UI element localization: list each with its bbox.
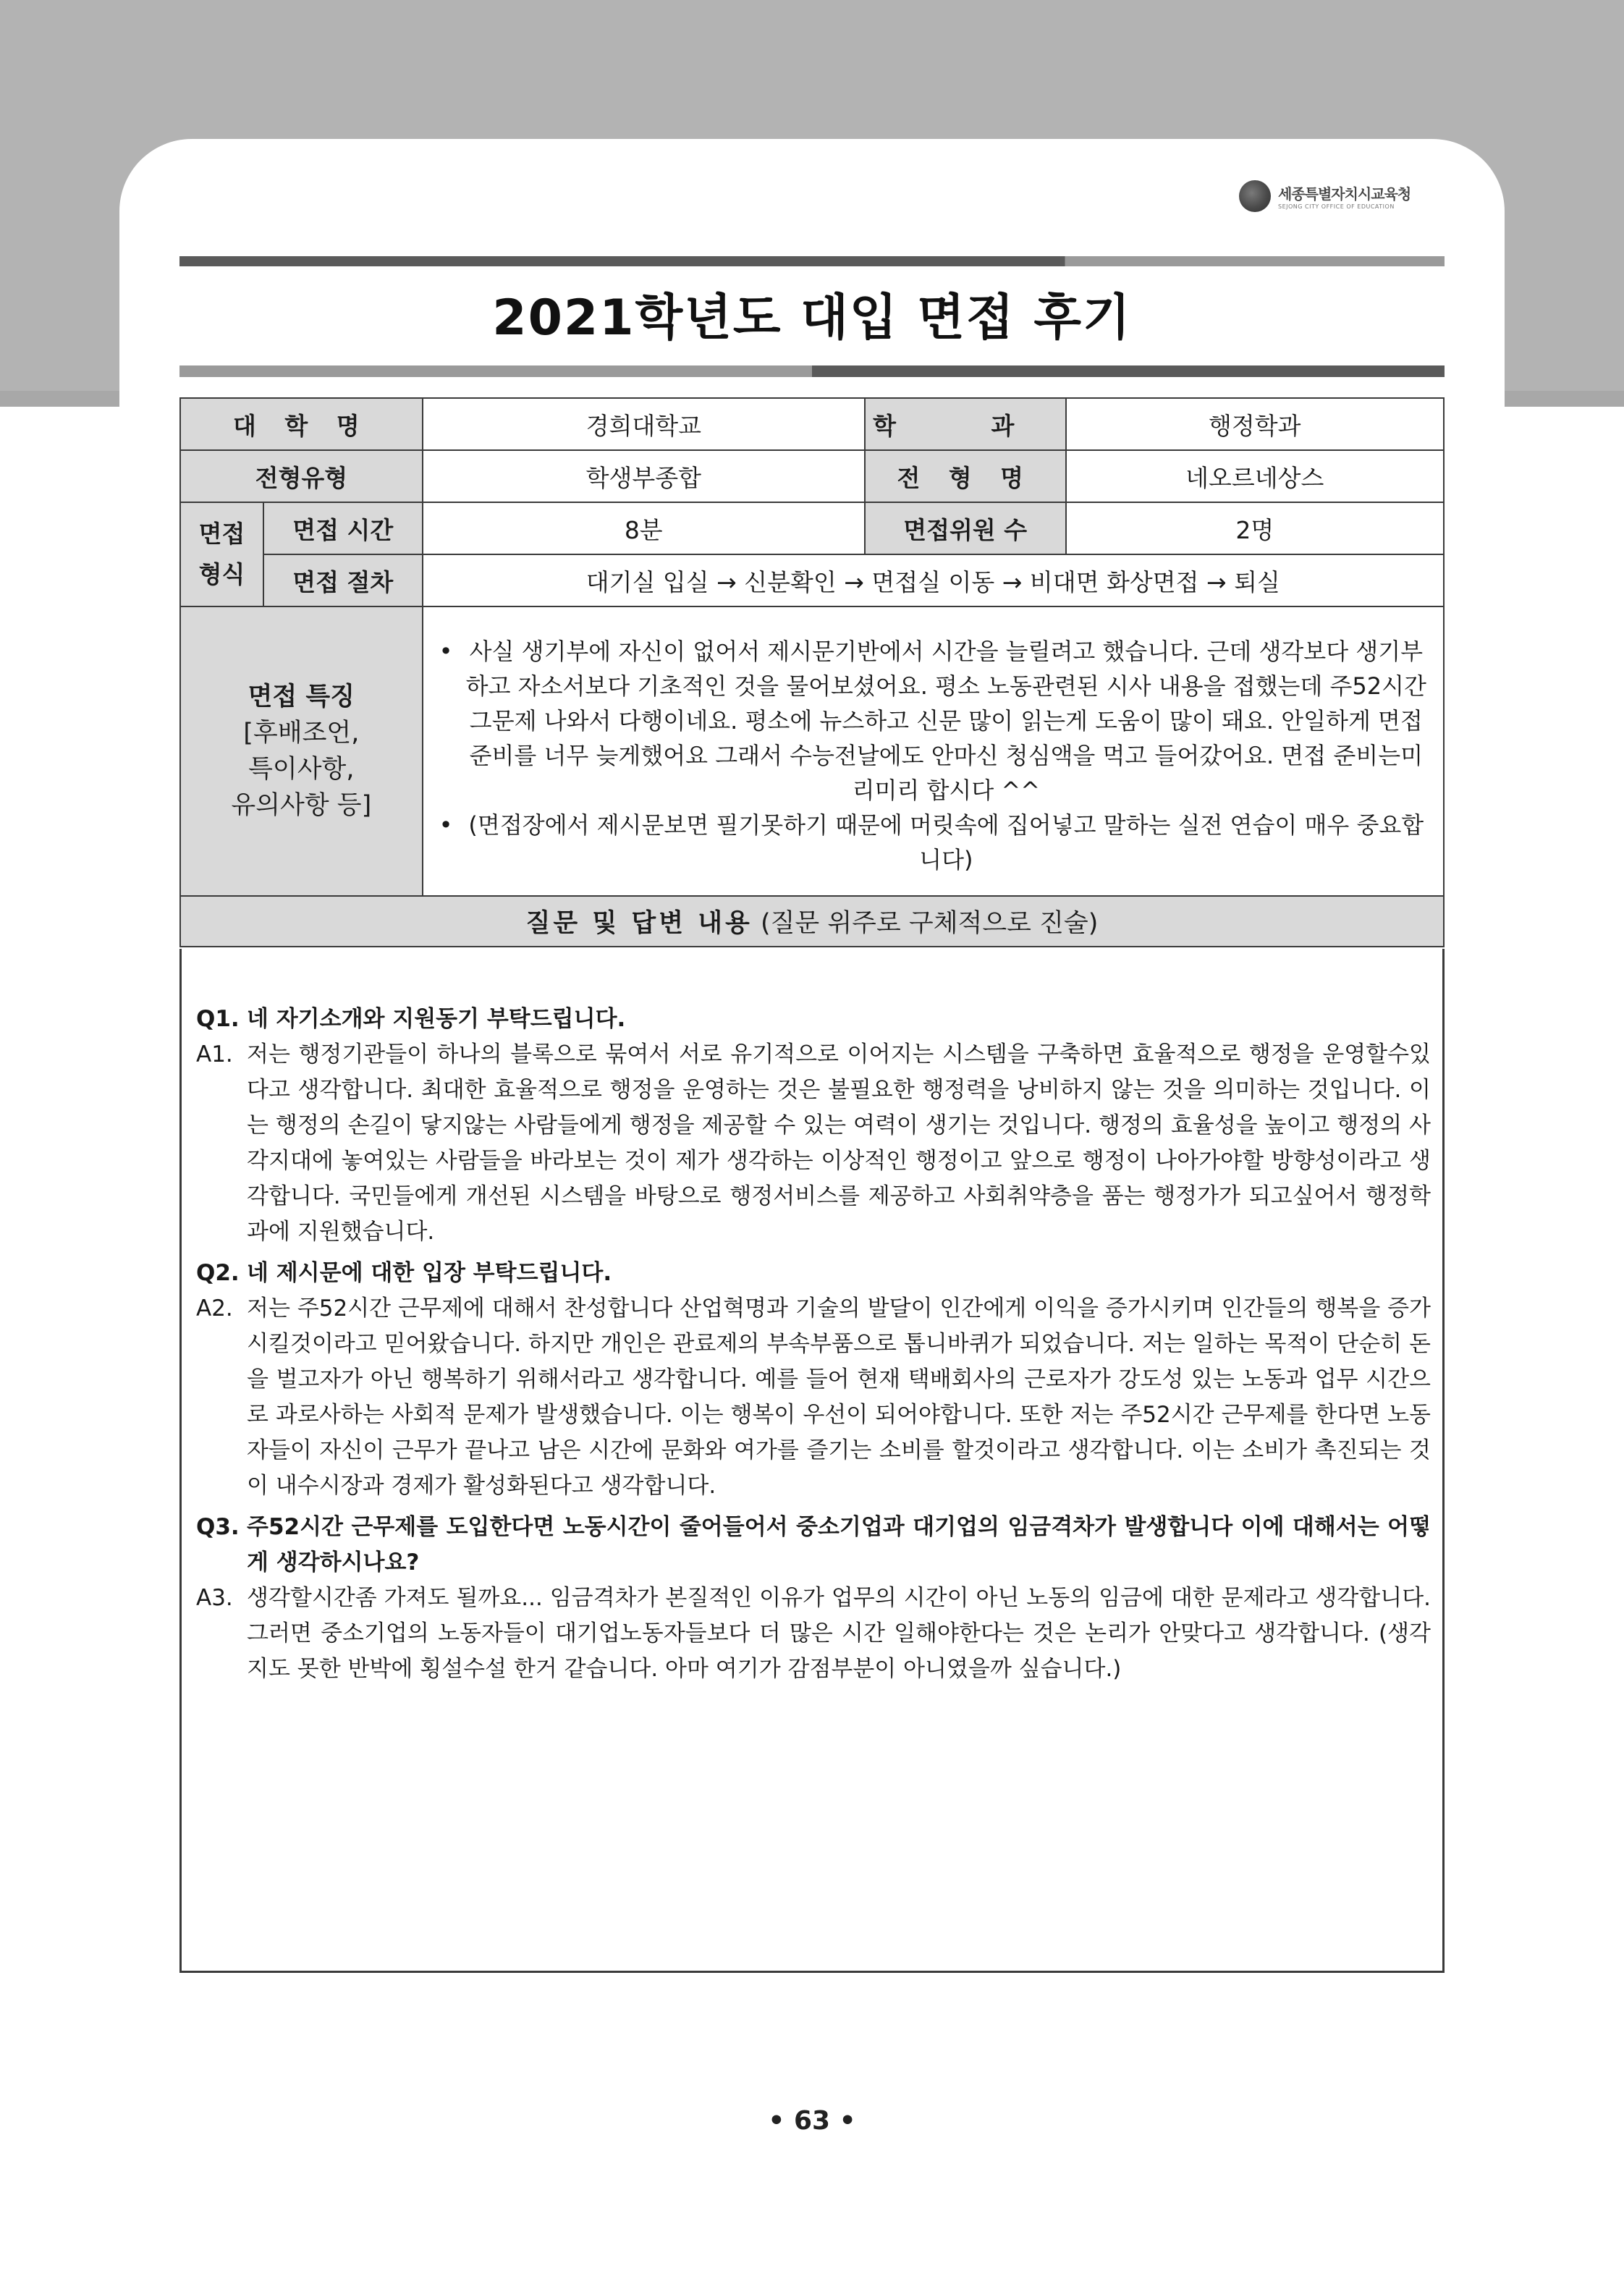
answer-text: 저는 행정기관들이 하나의 블록으로 묶여서 서로 유기적으로 이어지는 시스템을 구축하면 효율적으로 행정을 운영할수있다고 생각합니다. 최대한 효율적으로 행정을 운영하는 것은 불필요한 행정력을 낭비하지 않는 것을 의미하는 것입니다. 이는 행정의 손길이 닿지않는 사람들에게 행정을 제공할 수 있는 여력이 생기는 것입니다. 행정의 효율성을 높이고 행정의 사각지대에 놓여있는 사람들을 바라보는 것이 제가 생각하는 이상적인 행정이고 앞으로 행정이 나아가야할 방향성이라고 생각합니다. 국민들에게 개선된 시스템을 바탕으로 행정서비스를 제공하고 사회취약층을 품는 행정가가 되고싶어서 행정학과에 지원했습니다. bbox=[247, 1041, 1431, 1245]
emblem-icon bbox=[1239, 180, 1271, 212]
answer-3 bbox=[196, 1581, 1431, 1687]
office-logo bbox=[1239, 175, 1456, 217]
interview-time-label: 면접 시간 bbox=[263, 502, 423, 554]
page-title: 2021학년도 대입 면접 후기 bbox=[492, 289, 1132, 347]
answer-tag: A2. bbox=[196, 1295, 233, 1322]
question-1 bbox=[196, 1002, 1431, 1037]
title-rule-bottom bbox=[179, 365, 1445, 377]
feature-item: • 사실 생기부에 자신이 없어서 제시문기반에서 시간을 늘릴려고 했습니다. 근데 생각보다 생기부하고 자소서보다 기초적인 것을 물어보셨어요. 평소 노동관련된 시사 내용을 접했는데 주52시간그문제 나와서 다행이네요. 평소에 뉴스하고 신문 많이 읽는게 도움이 많이 돼요. 안일하게 면접준비를 너무 늦게했어요 그래서 수능전날에도 안마신 청심액을 먹고 들어갔어요. 면접 준비는미리미리 합시다 ^^ bbox=[439, 634, 1430, 808]
logo-subtitle: SEJONG CITY OFFICE OF EDUCATION bbox=[1278, 203, 1395, 210]
qa-content-box bbox=[179, 949, 1445, 1973]
format-label-line2: 형식 bbox=[198, 560, 245, 588]
procedure-value: 대기실 입실 → 신분확인 → 면접실 이동 → 비대면 화상면접 → 퇴실 bbox=[423, 554, 1444, 606]
format-label-line1: 면접 bbox=[198, 520, 245, 548]
admission-name-label: 전 형 명 bbox=[865, 450, 1066, 502]
left-side-stub bbox=[0, 391, 123, 407]
qa-list bbox=[196, 996, 1431, 1687]
question-tag: Q2. bbox=[196, 1260, 240, 1286]
university-label: 대 학 명 bbox=[180, 398, 423, 450]
title-rule-top bbox=[179, 256, 1445, 266]
right-side-stub bbox=[1501, 391, 1624, 407]
features-content bbox=[423, 606, 1444, 896]
features-label-line3: 특이사항, bbox=[248, 755, 355, 784]
qa-heading bbox=[180, 896, 1444, 947]
question-2 bbox=[196, 1256, 1431, 1291]
features-label-line2: [후배조언, bbox=[243, 719, 360, 748]
feature-item: • (면접장에서 제시문보면 필기못하기 때문에 머릿속에 집어넣고 말하는 실전 연습이 매우 중요합니다) bbox=[439, 808, 1430, 877]
answer-1 bbox=[196, 1037, 1431, 1250]
question-text: 주52시간 근무제를 도입한다면 노동시간이 줄어들어서 중소기업과 대기업의 임금격차가 발생합니다 이에 대해서는 어떻게 생각하시나요? bbox=[247, 1514, 1431, 1576]
admission-type-label: 전형유형 bbox=[180, 450, 423, 502]
interviewers-value: 2명 bbox=[1066, 502, 1444, 554]
question-tag: Q1. bbox=[196, 1006, 240, 1032]
answer-text: 저는 주52시간 근무제에 대해서 찬성합니다 산업혁명과 기술의 발달이 인간에게 이익을 증가시키며 인간들의 행복을 증가시킬것이라고 믿어왔습니다. 하지만 개인은 관료제의 부속부품으로 톱니바퀴가 되었습니다. 저는 일하는 목적이 단순히 돈을 벌고자가 아닌 행복하기 위해서라고 생각합니다. 예를 들어 현재 택배회사의 근로자가 강도성 있는 노동과 업무 시간으로 과로사하는 사회적 문제가 발생했습니다. 이는 행복이 우선이 되어야합니다. 또한 저는 주52시간 근무제를 한다면 노동자들이 자신이 근무가 끝나고 남은 시간에 문화와 여가를 즐기는 소비를 할것이라고 생각합니다. 이는 소비가 촉진되는 것이 내수시장과 경제가 활성화된다고 생각합니다. bbox=[247, 1295, 1431, 1499]
department-label: 학 과 bbox=[865, 398, 1066, 450]
answer-2 bbox=[196, 1291, 1431, 1504]
answer-tag: A3. bbox=[196, 1585, 233, 1611]
qa-heading-note: (질문 위주로 구체적으로 진술) bbox=[752, 909, 1099, 938]
question-text: 네 제시문에 대한 입장 부탁드립니다. bbox=[247, 1260, 612, 1286]
interviewers-label: 면접위원 수 bbox=[865, 502, 1066, 554]
answer-text: 생각할시간좀 가져도 될까요... 임금격차가 본질적인 이유가 업무의 시간이 아닌 노동의 임금에 대한 문제라고 생각합니다. 그러면 중소기업의 노동자들이 대기업노동자들보다 더 많은 시간 일해야한다는 것은 논리가 안맞다고 생각합니다. (생각지도 못한 반박에 횡설수설 한거 같습니다. 아마 여기가 감점부분이 아니였을까 싶습니다.) bbox=[247, 1585, 1431, 1682]
department-value: 행정학과 bbox=[1066, 398, 1444, 450]
features-label-line4: 유의사항 등] bbox=[231, 791, 372, 820]
procedure-label: 면접 절차 bbox=[263, 554, 423, 606]
features-label bbox=[180, 606, 423, 896]
admission-name-value: 네오르네상스 bbox=[1066, 450, 1444, 502]
page-number: • 63 • bbox=[768, 2106, 856, 2136]
university-value: 경희대학교 bbox=[423, 398, 865, 450]
question-tag: Q3. bbox=[196, 1514, 240, 1540]
question-text: 네 자기소개와 지원동기 부탁드립니다. bbox=[247, 1006, 626, 1032]
interview-format-label bbox=[180, 502, 263, 606]
answer-tag: A1. bbox=[196, 1041, 233, 1067]
qa-heading-bold: 질문 및 답변 내용 bbox=[525, 909, 753, 938]
features-label-line1: 면접 특징 bbox=[248, 682, 355, 711]
admission-type-value: 학생부종합 bbox=[423, 450, 865, 502]
interview-info-table bbox=[179, 397, 1445, 947]
question-3 bbox=[196, 1510, 1431, 1581]
logo-name: 세종특별자치시교육청 bbox=[1278, 185, 1411, 203]
interview-time-value: 8분 bbox=[423, 502, 865, 554]
